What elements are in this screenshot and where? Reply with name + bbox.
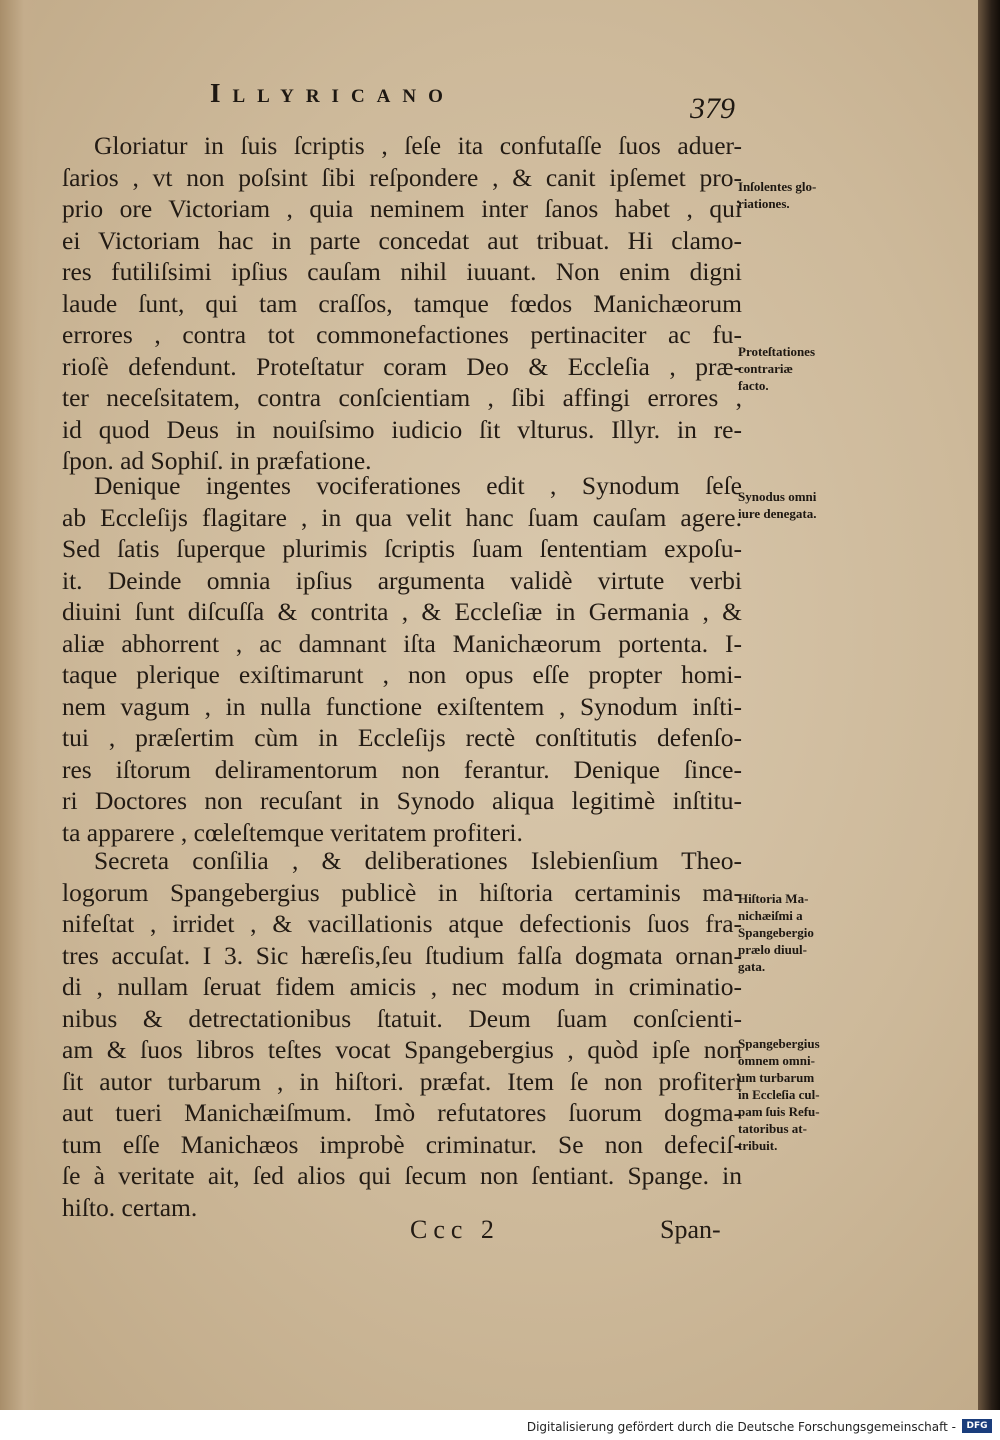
margin-note-line: facto. — [738, 378, 769, 393]
text-line: hiſto. certam. — [62, 1192, 198, 1222]
text-line: tui , præſertim cùm in Eccleſijs rectè conſtitutis defenſo- — [62, 723, 742, 752]
text-line: tres accuſat. I 3. Sic hæreſis,ſeu ſtudium falſa dogmata ornan- — [62, 940, 742, 970]
margin-note-line: Synodus omni — [738, 489, 817, 504]
text-line: it. Deinde omnia ipſius argumenta validè virtute verbi — [62, 565, 742, 595]
text-line: aut tueri Manichæiſmum. Imò refutatores ſuorum dogma- — [62, 1098, 742, 1127]
page-edge-shadow — [978, 0, 1000, 1410]
paragraph-1 — [62, 130, 742, 477]
dfg-logo: DFG — [962, 1419, 992, 1433]
text-line: Secreta conſilia , & deliberationes Islebienſium Theo- — [94, 846, 742, 875]
margin-note-line: omnem omni- — [738, 1053, 815, 1068]
text-line: taque plerique exiſtimarunt , non opus eſſe propter homi- — [62, 660, 742, 689]
margin-note-2 — [738, 343, 873, 394]
text-line: ri Doctores non recuſant in Synodo aliqua legitimè inſtitu- — [62, 786, 742, 815]
paragraph-3 — [62, 845, 742, 1223]
margin-note-1 — [738, 178, 873, 212]
text-line: am & ſuos libros teſtes vocat Spangebergius , quòd ipſe non — [62, 1035, 742, 1064]
text-line: diuini ſunt diſcuſſa & contrita , & Eccleſiæ in Germania , & — [62, 597, 742, 626]
page-number: 379 — [690, 92, 735, 125]
text-line: ter neceſsitatem, contra conſcientiam , ſibi affingi errores , — [62, 383, 742, 412]
text-line: prio ore Victoriam , quia neminem inter ſanos habet , qui — [62, 194, 742, 223]
text-line: ſe à veritate ait, ſed alios qui ſecum non ſentiant. Spange. in — [62, 1161, 742, 1190]
margin-note-line: iure denegata. — [738, 506, 817, 521]
margin-note-line: Inſolentes glo- — [738, 179, 817, 194]
margin-note-line: gata. — [738, 959, 766, 974]
margin-note-line: pam ſuis Refu- — [738, 1104, 820, 1119]
margin-note-line: nichæiſmi a — [738, 908, 803, 923]
paragraph-2 — [62, 470, 742, 848]
text-line: ab Eccleſijs flagitare , in qua velit hanc ſuam cauſam agere. — [62, 502, 742, 532]
text-line: logorum Spangebergius publicè in hiſtoria certaminis ma- — [62, 877, 742, 907]
margin-note-line: um turbarum — [738, 1070, 815, 1085]
text-line: res futiliſsimi ipſius cauſam nihil iuuant. Non enim digni — [62, 257, 742, 286]
text-line: nifeſtat , irridet , & vacillationis atque defectionis ſuos fra- — [62, 909, 742, 938]
margin-note-line: in Eccleſia cul- — [738, 1087, 820, 1102]
margin-note-line: Spangebergio — [738, 925, 814, 940]
text-line: Sed ſatis ſuperque plurimis ſcriptis ſuam ſententiam expoſu- — [62, 534, 742, 563]
text-line: rioſè defendunt. Proteſtatur coram Deo & Eccleſia , præ- — [62, 351, 742, 381]
margin-note-3 — [738, 488, 873, 522]
margin-note-line: Hiſtoria Ma- — [738, 891, 809, 906]
text-line: nem vagum , in nulla functione exiſtentem , Synodum inſti- — [62, 691, 742, 721]
catchword: Span- — [660, 1215, 721, 1244]
text-line: id quod Deus in nouiſsimo iudicio ſit vlturus. Illyr. in re- — [62, 414, 742, 444]
margin-note-line: Proteſtationes — [738, 344, 816, 359]
text-line: errores , contra tot commonefactiones pertinaciter ac fu- — [62, 320, 742, 349]
margin-note-4 — [738, 890, 873, 975]
text-line: Gloriatur in ſuis ſcriptis , ſeſe ita confutaſſe ſuos aduer- — [94, 131, 742, 160]
text-line: ta apparere , cœleſtemque veritatem profiteri. — [62, 817, 523, 847]
text-line: ſpon. ad Sophiſ. in præfatione. — [62, 446, 372, 475]
text-line: ſit autor turbarum , in hiſtori. præfat. Item ſe non profiteri — [62, 1066, 742, 1096]
margin-note-line: prælo diuul- — [738, 942, 807, 957]
text-line: nibus & detrectationibus ſtatuit. Deum ſuam conſcienti- — [62, 1003, 742, 1033]
signature-mark: Ccc 2 — [410, 1215, 500, 1244]
text-line: laude ſunt, qui tam craſſos, tamque fœdos Manichæorum — [62, 288, 742, 318]
margin-note-5 — [738, 1035, 873, 1154]
margin-note-line: tribuit. — [738, 1138, 778, 1153]
running-head: Illyricano — [210, 78, 455, 108]
text-line: res iſtorum deliramentorum non ferantur. Denique ſince- — [62, 754, 742, 784]
margin-note-line: contrariæ — [738, 361, 793, 376]
text-line: ei Victoriam hac in parte concedat aut tribuat. Hi clamo- — [62, 225, 742, 255]
text-line: Denique ingentes vociferationes edit , Synodum ſeſe — [94, 471, 742, 500]
text-line: aliæ abhorrent , ac damnant iſta Manichæorum portenta. I- — [62, 628, 742, 658]
funding-credit: Digitalisierung gefördert durch die Deutsche Forschungsgemeinschaft - — [526, 1420, 956, 1434]
text-line: ſarios , vt non poſsint ſibi reſpondere , & canit ipſemet pro- — [62, 162, 742, 192]
margin-note-line: Spangebergius — [738, 1036, 820, 1051]
margin-note-line: tatoribus at- — [738, 1121, 807, 1136]
text-line: tum eſſe Manichæos improbè criminatur. Se non defeciſ- — [62, 1129, 742, 1159]
margin-note-line: riationes. — [738, 196, 790, 211]
text-line: di , nullam ſeruat fidem amicis , nec modum in criminatio- — [62, 972, 742, 1001]
